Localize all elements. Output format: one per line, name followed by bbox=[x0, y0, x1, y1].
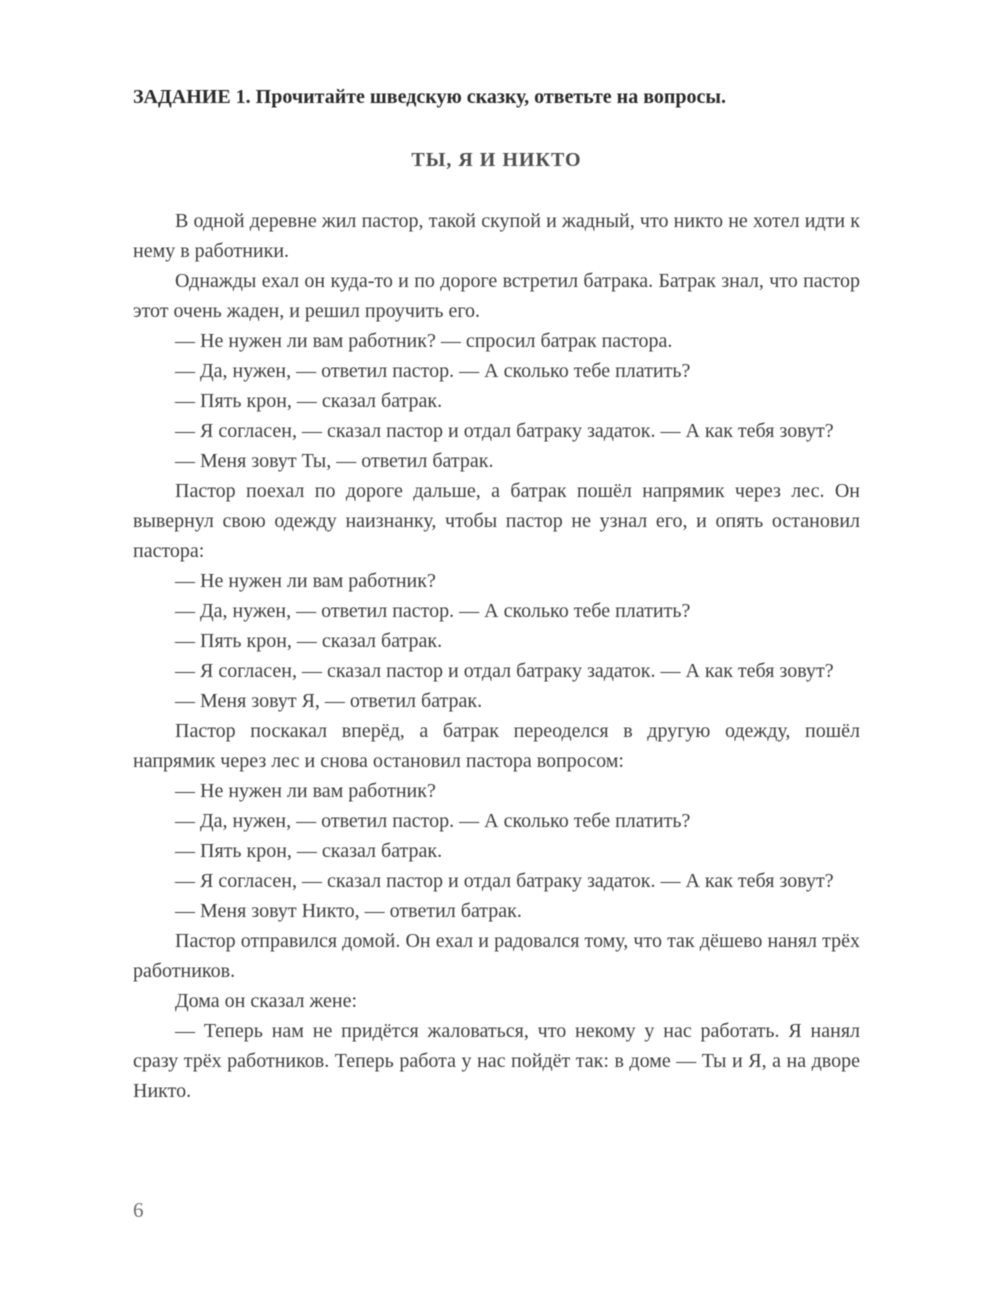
story-paragraph: — Я согласен, — сказал пастор и отдал батраку задаток. — А как тебя зовут? bbox=[175, 660, 834, 682]
story-body bbox=[133, 206, 860, 1106]
story-paragraph: — Меня зовут Ты, — ответил батрак. bbox=[175, 450, 494, 472]
task-heading: ЗАДАНИЕ 1. Прочитайте шведскую сказку, ответьте на вопросы. bbox=[133, 86, 727, 108]
story-paragraph: — Не нужен ли вам работник? bbox=[175, 780, 436, 802]
story-paragraph: — Да, нужен, — ответил пастор. — А сколько тебе платить? bbox=[175, 360, 691, 382]
story-paragraph: Дома он сказал жене: bbox=[175, 990, 358, 1012]
text-block bbox=[133, 84, 860, 1106]
story-paragraph: — Теперь нам не придётся жаловаться, что некому у нас работать. Я нанял сразу трёх работников. Теперь работа у нас пойдёт так: в доме — Ты и Я, а на дворе Никто. bbox=[133, 1020, 860, 1102]
story-paragraph: — Меня зовут Я, — ответил батрак. bbox=[175, 690, 483, 712]
story-paragraph: — Меня зовут Никто, — ответил батрак. bbox=[175, 900, 522, 922]
story-paragraph: — Пять крон, — сказал батрак. bbox=[175, 630, 443, 652]
story-paragraph: Пастор отправился домой. Он ехал и радовался тому, что так дёшево нанял трёх работников. bbox=[133, 930, 860, 982]
story-paragraph: — Я согласен, — сказал пастор и отдал батраку задаток. — А как тебя зовут? bbox=[175, 870, 834, 892]
story-title: ТЫ, Я И НИКТО bbox=[411, 149, 582, 171]
story-paragraph: — Не нужен ли вам работник? — спросил батрак пастора. bbox=[175, 330, 673, 352]
story-paragraph: — Пять крон, — сказал батрак. bbox=[175, 840, 443, 862]
story-paragraph: — Не нужен ли вам работник? bbox=[175, 570, 436, 592]
story-paragraph: В одной деревне жил пастор, такой скупой и жадный, что никто не хотел идти к нему в работники. bbox=[133, 210, 860, 262]
story-paragraph: — Я согласен, — сказал пастор и отдал батраку задаток. — А как тебя зовут? bbox=[175, 420, 834, 442]
story-paragraph: — Пять крон, — сказал батрак. bbox=[175, 390, 443, 412]
page-number: 6 bbox=[133, 1198, 144, 1222]
story-paragraph: — Да, нужен, — ответил пастор. — А сколько тебе платить? bbox=[175, 600, 691, 622]
story-paragraph: Пастор поскакал вперёд, а батрак переоделся в другую одежду, пошёл напрямик через лес и снова остановил пастора вопросом: bbox=[133, 720, 860, 772]
story-paragraph: Пастор поехал по дороге дальше, а батрак пошёл напрямик через лес. Он вывернул свою одежду наизнанку, чтобы пастор не узнал его, и опять остановил пастора: bbox=[133, 480, 860, 562]
story-paragraph: — Да, нужен, — ответил пастор. — А сколько тебе платить? bbox=[175, 810, 691, 832]
story-paragraph: Однажды ехал он куда-то и по дороге встретил батрака. Батрак знал, что пастор этот очень жаден, и решил проучить его. bbox=[133, 270, 860, 322]
